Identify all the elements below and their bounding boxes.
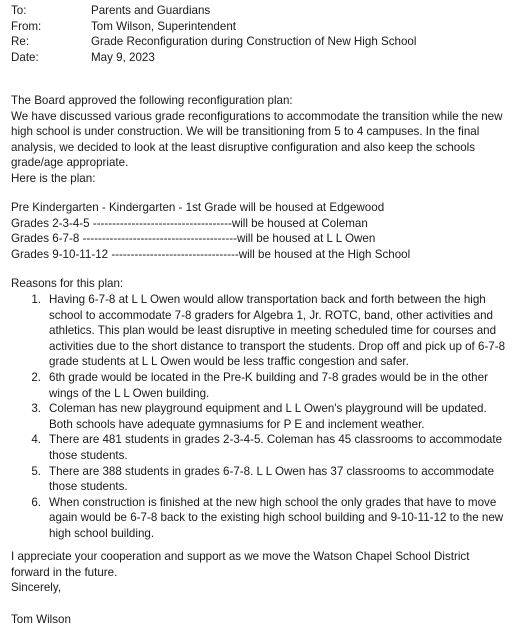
reason-number: 5. (31, 464, 41, 478)
date-row (11, 50, 416, 66)
reason-text: Having 6-7-8 at L L Owen would allow transportation back and forth between the high school to accommodate 7-8 graders for Algebra 1, Jr. ROTC, band, other activities and athletics. This plan would be least disruptive in meeting scheduled time for courses and activities due to the short distance to transport the students. Drop off and pick up of 6-7-8 grade students at L L Owen would be less traffic congestion and safer. (49, 293, 506, 369)
re-row (11, 34, 416, 50)
to-value: Parents and Guardians (91, 4, 211, 17)
memo-header (11, 3, 416, 65)
reason-item (11, 464, 511, 495)
date-label: Date: (11, 50, 39, 64)
reason-text: Coleman has new playground equipment and L L Owen's playground will be updated. Both schools have adequate gymnasiums for P E and inclement weather. (49, 402, 487, 431)
plan-line: Grades 6-7-8 ----------------------------------------will be housed at L L Owen (11, 232, 376, 246)
reason-number: 4. (31, 433, 41, 447)
to-label: To: (11, 4, 27, 17)
reason-text: When construction is finished at the new high school the only grades that have to move again would be 6-7-8 back to the existing high school building and 9-10-11-12 to the new high school building. (49, 495, 504, 540)
reason-number: 6. (31, 495, 41, 509)
closing-section (11, 549, 511, 596)
reasons-heading: Reasons for this plan: (11, 277, 124, 290)
from-value: Tom Wilson, Superintendent (91, 19, 236, 33)
from-row (11, 19, 416, 35)
re-value: Grade Reconfiguration during Construction of New High School (91, 35, 417, 49)
reason-item (11, 292, 511, 370)
sign-off: Sincerely, (11, 581, 62, 595)
board-approval-line: The Board approved the following reconfiguration plan: (11, 94, 293, 107)
plan-line: Grades 9-10-11-12 ---------------------------------will be housed at the High School (11, 247, 411, 261)
intro-paragraph: We have discussed various grade reconfigurations to accommodate the transition while the new high school is under construction. We will be transitioning from 5 to 4 campuses. In the final analysis, we decided to look at the least disruptive configuration and also keep the schools grade/age appropriate. (11, 109, 503, 170)
plan-intro-line: Here is the plan: (11, 171, 96, 185)
plan-line: Pre Kindergarten - Kindergarten - 1st Grade will be housed at Edgewood (11, 201, 385, 214)
plan-line: Grades 2-3-4-5 ------------------------------------will be housed at Coleman (11, 216, 368, 230)
reason-text: 6th grade would be located in the Pre-K building and 7-8 grades would be in the other wings of the L L Owen building. (49, 370, 488, 400)
reason-number: 3. (31, 402, 41, 416)
closing-paragraph: I appreciate your cooperation and support as we move the Watson Chapel School District forward in the future. (11, 550, 470, 579)
reason-text: There are 388 students in grades 6-7-8. L L Owen has 37 classrooms to accommodate those students. (49, 464, 495, 494)
signature-name: Tom Wilson (11, 613, 71, 626)
reasons-list (11, 292, 511, 542)
from-label: From: (11, 19, 42, 33)
date-value: May 9, 2023 (91, 50, 155, 64)
reason-number: 1. (31, 293, 41, 306)
plan-list (11, 200, 511, 262)
reason-item (11, 432, 511, 463)
reason-item (11, 370, 511, 401)
reason-text: There are 481 students in grades 2-3-4-5. Coleman has 45 classrooms to accommodate those students. (49, 433, 503, 462)
reason-item (11, 495, 511, 542)
re-label: Re: (11, 35, 30, 49)
reason-number: 2. (31, 370, 41, 384)
reason-item (11, 401, 511, 432)
intro-section (11, 93, 511, 187)
to-row (11, 3, 416, 19)
